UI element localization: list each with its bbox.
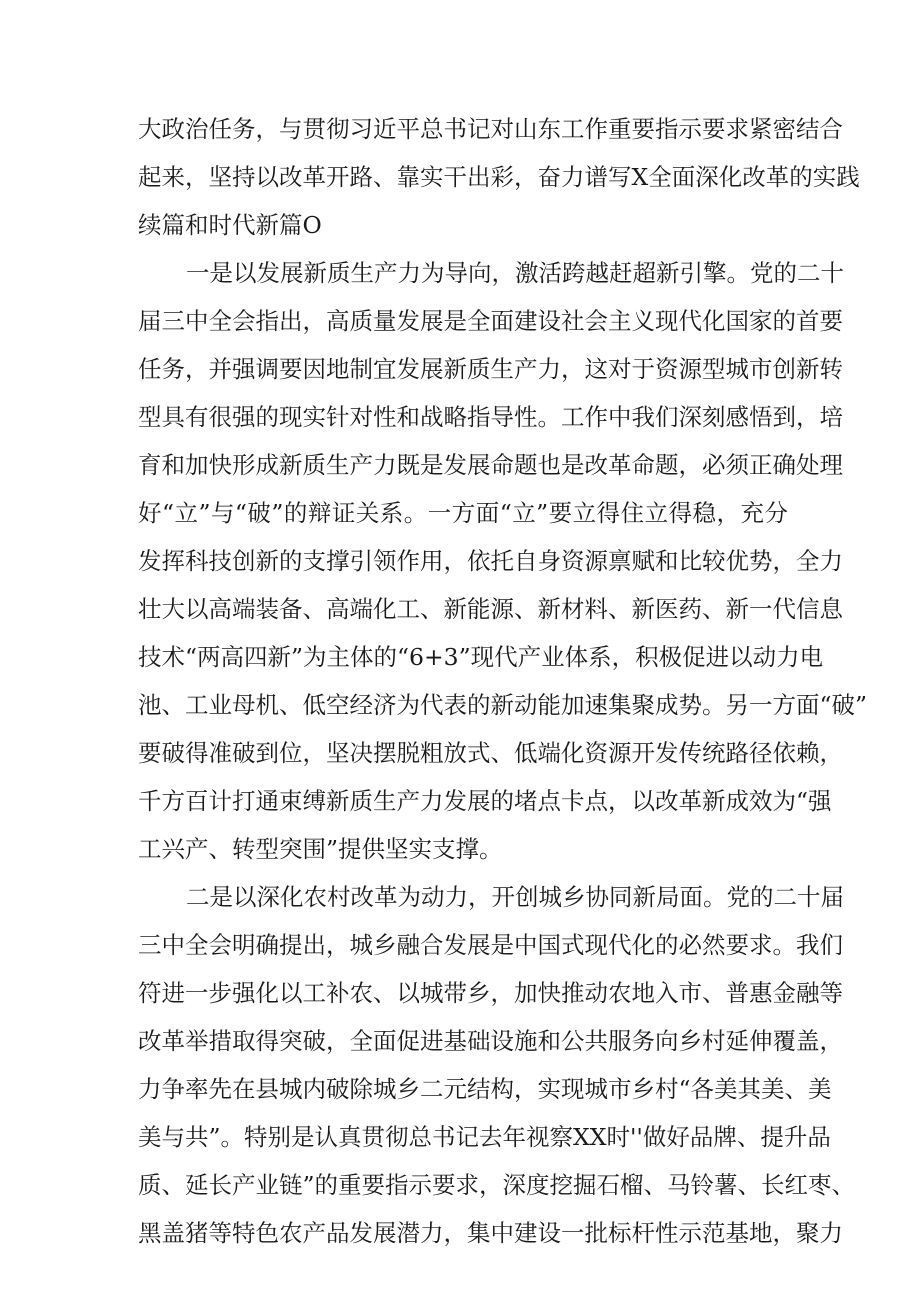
text-line: 要破得准破到位，坚决摆脱粗放式、低端化资源开发传统路径依赖， — [138, 739, 843, 767]
text-line: 改革举措取得突破，全面促进基础设施和公共服务向乡村延伸覆盖， — [138, 1027, 843, 1055]
text-line: 发挥科技创新的支撑引领作用，依托自身资源禀赋和比较优势，全力 — [138, 547, 843, 575]
text-line: 好“立”与“破”的辩证关系。一方面“立”要立得住立得稳，充分 — [138, 499, 788, 527]
text-line: 池、工业母机、低空经济为代表的新动能加速集聚成势。另一方面“破” — [138, 691, 868, 719]
text-line: 力争率先在县城内破除城乡二元结构，实现城市乡村“各美其美、美 — [138, 1075, 832, 1103]
text-line: 届三中全会指出，高质量发展是全面建设社会主义现代化国家的首要 — [138, 307, 843, 335]
text-line: 一是以发展新质生产力为导向，激活跨越赶超新引擎。党的二十 — [186, 259, 844, 287]
text-line: 任务，并强调要因地制宜发展新质生产力，这对于资源型城市创新转 — [138, 355, 843, 383]
text-line: 大政治任务，与贯彻习近平总书记对山东工作重要指示要求紧密结合 — [138, 115, 843, 143]
text-line: 符进一步强化以工补农、以城带乡，加快推动农地入市、普惠金融等 — [138, 979, 843, 1007]
text-line: 工兴产、转型突围”提供坚实支撑。 — [138, 835, 503, 863]
text-line: 美与共”。特别是认真贯彻总书记去年视察XX时''做好品牌、提升品 — [138, 1123, 831, 1151]
text-line: 质、延长产业链”的重要指示要求，深度挖掘石榴、马铃薯、长红枣、 — [138, 1171, 856, 1199]
text-line: 型具有很强的现实针对性和战略指导性。工作中我们深刻感悟到，培 — [138, 403, 843, 431]
text-line: 三中全会明确提出，城乡融合发展是中国式现代化的必然要求。我们 — [138, 931, 843, 959]
text-line: 二是以深化农村改革为动力，开创城乡协同新局面。党的二十届 — [186, 883, 844, 911]
text-line: 续篇和时代新篇O — [138, 211, 322, 239]
text-line: 黑盖猪等特色农产品发展潜力，集中建设一批标杆性示范基地，聚力 — [138, 1219, 843, 1247]
text-line: 壮大以高端装备、高端化工、新能源、新材料、新医药、新一代信息 — [138, 595, 843, 623]
text-line: 技术“两高四新”为主体的“6+3”现代产业体系，积极促进以动力电 — [138, 643, 824, 671]
text-line: 千方百计打通束缚新质生产力发展的堵点卡点，以改革新成效为“强 — [138, 787, 832, 815]
text-line: 起来，坚持以改革开路、靠实干出彩，奋力谱写X全面深化改革的实践 — [138, 163, 860, 191]
text-line: 育和加快形成新质生产力既是发展命题也是改革命题，必须正确处理 — [138, 451, 843, 479]
